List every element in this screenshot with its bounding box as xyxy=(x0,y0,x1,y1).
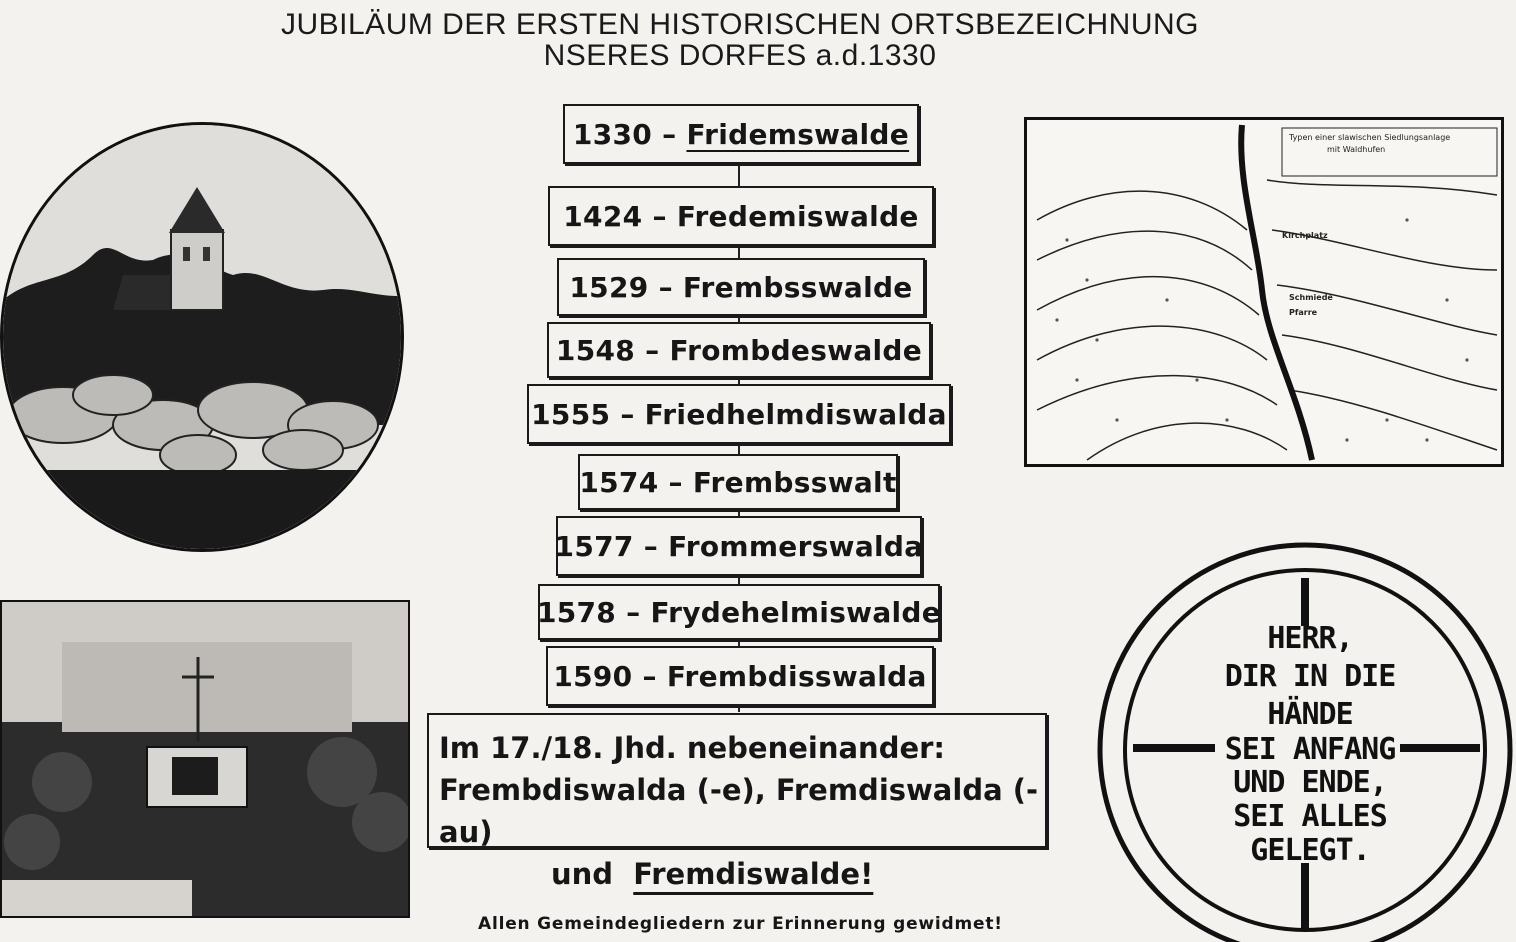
verse-line: HÄNDE xyxy=(1267,697,1353,732)
timeline-entry: 1574 – Frembsswalt xyxy=(578,454,898,510)
entry-name: Fridemswalde xyxy=(686,117,910,151)
map-label: Kirchplatz xyxy=(1282,231,1328,240)
entry-name: Frembdisswalda xyxy=(666,659,927,693)
timeline-entry: 1577 – Frommerswalda xyxy=(556,516,922,576)
verse-line: SEI ANFANG xyxy=(1224,732,1396,767)
entry-name: Friedhelmdiswalda xyxy=(644,397,947,431)
entry-name: Frembsswalt xyxy=(692,465,897,499)
entry-year: 1578 xyxy=(536,595,617,629)
note-line xyxy=(439,853,1045,895)
entry-year: 1555 xyxy=(531,397,611,431)
dedication-text: Allen Gemeindegliedern zur Erinnerung gewidmet! xyxy=(478,914,1003,934)
note-line: Frembdiswalda (-e), Fremdiswalda (-au) xyxy=(439,773,1039,849)
timeline-entry: 1424 – Fredemiswalde xyxy=(548,186,934,246)
note-box xyxy=(427,713,1047,891)
page-subtitle: NSERES DORFES a.d.1330 xyxy=(543,39,937,72)
entry-name: Frembsswalde xyxy=(682,270,913,304)
entry-year: 1529 xyxy=(569,270,649,304)
entry-name: Frombdeswalde xyxy=(669,333,923,367)
note-prefix: und xyxy=(551,857,614,891)
timeline-entry: 1578 – Frydehelmiswalde xyxy=(538,584,940,640)
timeline-entry: 1555 – Friedhelmdiswalda xyxy=(527,384,951,444)
entry-year: 1424 xyxy=(563,199,643,233)
timeline-entry: 1529 – Frembsswalde xyxy=(557,258,925,316)
timeline-entry: 1330 – Fridemswalde xyxy=(563,104,919,164)
church-photo xyxy=(0,122,404,552)
verse-line: UND ENDE, xyxy=(1233,765,1387,800)
page-title: JUBILÄUM DER ERSTEN HISTORISCHEN ORTSBEZEICHNUNG xyxy=(280,8,1199,41)
entry-year: 1574 xyxy=(579,465,659,499)
verse-line: GELEGT. xyxy=(1250,833,1370,868)
map-label: Schmiede xyxy=(1289,293,1333,302)
note-line: Im 17./18. Jhd. nebeneinander: xyxy=(439,731,946,765)
entry-name: Frommerswalda xyxy=(668,529,924,563)
timeline-entry: 1548 – Frombdeswalde xyxy=(547,322,931,378)
entry-year: 1590 xyxy=(553,659,633,693)
entry-name: Fredemiswalde xyxy=(676,199,919,233)
map-legend-line: Typen einer slawischen Siedlungsanlage xyxy=(1289,133,1451,142)
map-label: Pfarre xyxy=(1289,308,1318,317)
verse-line: HERR, xyxy=(1267,621,1353,656)
map-legend-line: mit Waldhufen xyxy=(1327,145,1386,154)
entry-year: 1330 xyxy=(572,117,653,151)
verse-line: SEI ALLES xyxy=(1233,799,1387,834)
verse-line: DIR IN DIE xyxy=(1224,659,1396,694)
altar-photo xyxy=(0,600,410,918)
entry-name: Frydehelmiswalde xyxy=(650,595,942,629)
entry-year: 1577 xyxy=(554,529,634,563)
timeline-entry: 1590 – Frembdisswalda xyxy=(546,646,934,706)
entry-year: 1548 xyxy=(555,333,636,367)
village-map xyxy=(1024,117,1504,467)
note-final-name: Fremdiswalde! xyxy=(633,857,874,891)
